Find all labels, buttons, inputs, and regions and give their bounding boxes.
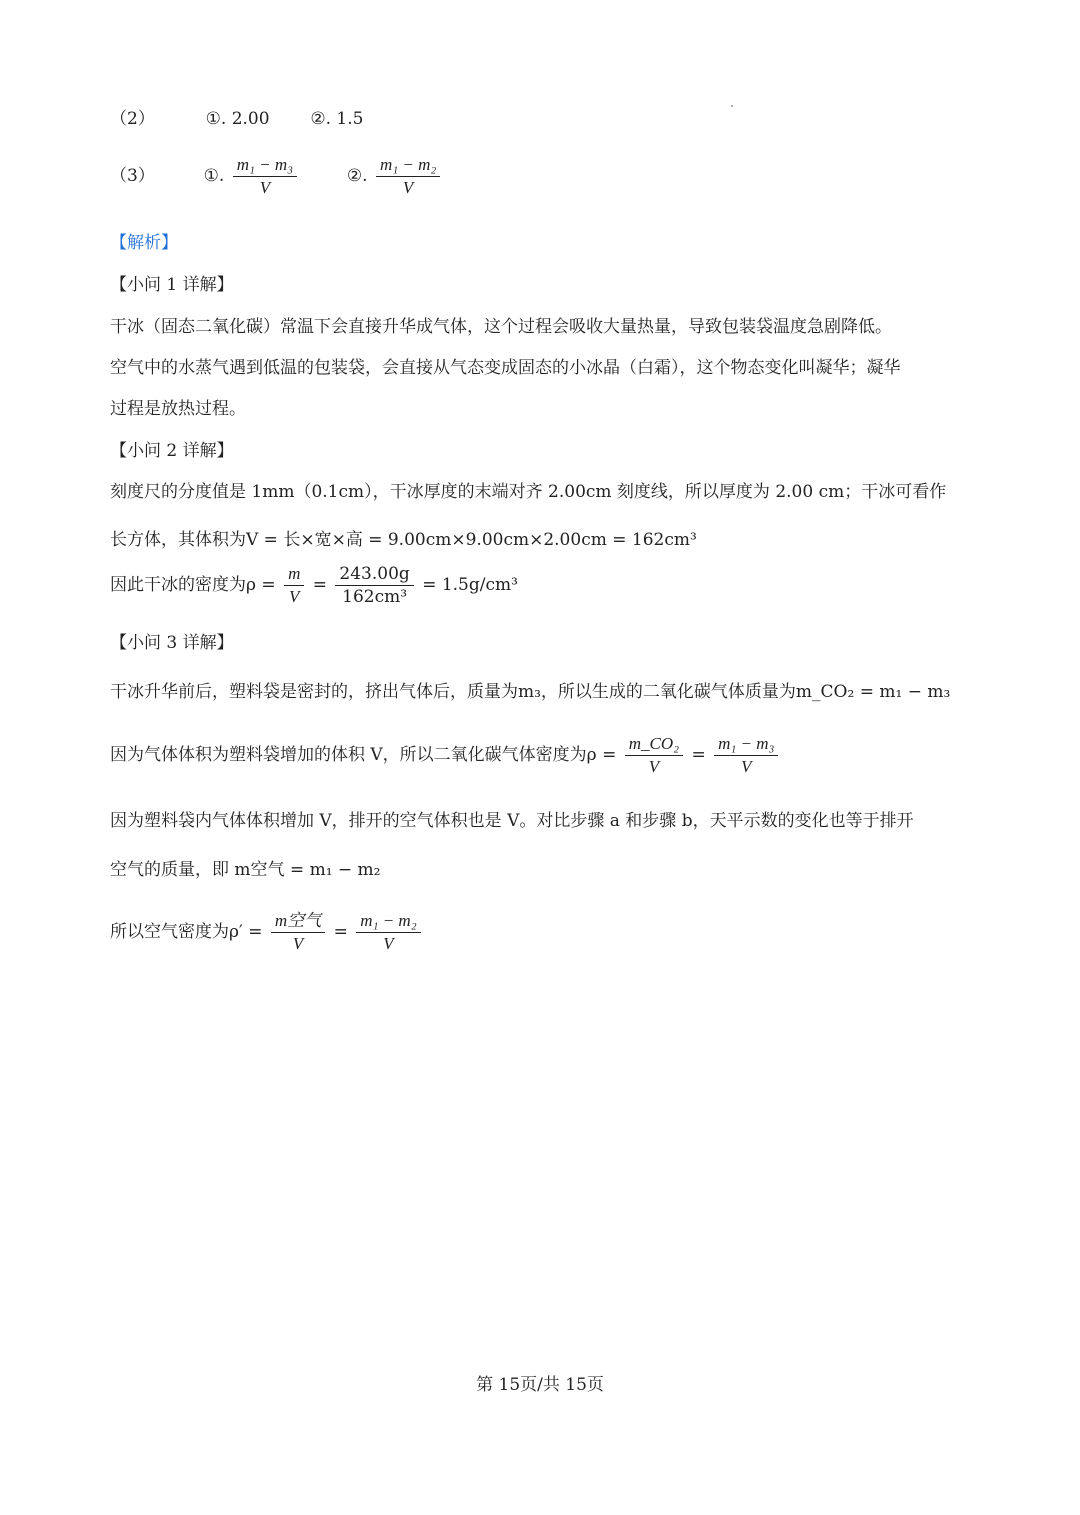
page-footer: 第 15页/共 15页 — [476, 1375, 604, 1395]
density-fraction-symbolic — [284, 563, 304, 608]
q2-answer-a: ①. 2.00 — [205, 109, 270, 129]
air-density-fraction-values — [356, 910, 420, 955]
section-2-density-equation: 因此干冰的密度为ρ = $\frac{m}{V}$ = $\frac{243.00g}{\text{162cm³}}$ = 1.5g/cm³ — [110, 564, 518, 607]
fraction-numerator: m空气 — [271, 910, 325, 933]
answer-q3 — [110, 154, 443, 199]
analysis-header: 【解析】 — [110, 233, 178, 253]
section-3-title: 【小问 3 详解】 — [110, 633, 234, 653]
density-prefix: 因此干冰的密度为ρ = — [110, 575, 276, 595]
co2-density-prefix: 因为气体体积为塑料袋增加的体积 V，所以二氧化碳气体密度为ρ = — [110, 745, 617, 765]
answer-q2 — [110, 104, 363, 129]
section-1-para-1: 干冰（固态二氧化碳）常温下会直接升华成气体，这个过程会吸收大量热量，导致包装袋温度急剧降低。 — [110, 317, 892, 337]
stray-dot — [731, 105, 733, 107]
fraction-denominator: V — [383, 934, 394, 953]
air-density-fraction-symbolic — [271, 910, 325, 955]
co2-density-fraction-values — [714, 733, 778, 778]
q3-label: （3） — [110, 166, 155, 186]
fraction-numerator: m_CO₂ — [625, 733, 683, 756]
q2-answer-b: ②. 1.5 — [310, 109, 364, 129]
density-fraction-values — [335, 563, 413, 608]
fraction-numerator: m₁ − m₃ — [714, 733, 778, 756]
q3-answer-b-prefix: ②. — [346, 166, 368, 186]
section-2-para-2: 长方体，其体积为V = 长×宽×高 = 9.00cm×9.00cm×2.00cm = 162cm³ — [110, 530, 697, 550]
fraction-numerator: m₁ − m₂ — [356, 910, 420, 933]
air-density-prefix: 所以空气密度为ρ′ = — [110, 922, 263, 942]
q3-b-denominator: V — [402, 178, 414, 197]
section-3-co2-density-equation: 因为气体体积为塑料袋增加的体积 V，所以二氧化碳气体密度为ρ = $\frac{\text{m\_CO₂}}{V}$ = $\frac{\text{m₁ − m₃}}{V}$ — [110, 733, 781, 778]
fraction-denominator: V — [292, 934, 304, 953]
fraction-denominator: V — [741, 757, 752, 776]
q3-answer-b-fraction — [376, 154, 440, 199]
section-1-para-2: 空气中的水蒸气遇到低温的包装袋，会直接从气态变成固态的小冰晶（白霜），这个物态变化叫凝华；凝华 — [110, 358, 901, 378]
section-1-title: 【小问 1 详解】 — [110, 275, 234, 295]
q3-a-denominator: V — [259, 178, 271, 197]
fraction-numerator: 243.00g — [335, 563, 413, 586]
q3-answer-a-fraction — [233, 154, 297, 199]
section-3-para-4: 空气的质量，即 m空气 = m₁ − m₂ — [110, 860, 381, 880]
fraction-numerator: m — [284, 563, 304, 586]
section-3-para-3: 因为塑料袋内气体体积增加 V，排开的空气体积也是 V。对比步骤 a 和步骤 b，天平示数的变化也等于排开 — [110, 811, 914, 831]
q3-a-numerator: m₁ − m₃ — [233, 154, 297, 177]
co2-density-fraction-symbolic — [625, 733, 683, 778]
fraction-denominator: 162cm³ — [342, 587, 408, 607]
fraction-denominator: V — [289, 587, 300, 606]
section-2-title: 【小问 2 详解】 — [110, 441, 234, 461]
q3-b-numerator: m₁ − m₂ — [376, 154, 440, 177]
q2-label: （2） — [110, 109, 155, 129]
density-result: = 1.5g/cm³ — [422, 575, 518, 595]
section-3-air-density-equation: 所以空气密度为ρ′ = $\frac{\text{m空气}}{V}$ = $\frac{\text{m₁ − m₂}}{V}$ — [110, 910, 424, 955]
section-3-para-1: 干冰升华前后，塑料袋是密封的，挤出气体后，质量为m₃，所以生成的二氧化碳气体质量为m_CO₂ = m₁ − m₃ — [110, 682, 951, 702]
q3-answer-a-prefix: ①. — [203, 166, 225, 186]
section-1-para-3: 过程是放热过程。 — [110, 399, 246, 419]
fraction-denominator: V — [648, 757, 660, 776]
section-2-para-1: 刻度尺的分度值是 1mm（0.1cm），干冰厚度的末端对齐 2.00cm 刻度线，所以厚度为 2.00 cm；干冰可看作 — [110, 482, 947, 502]
